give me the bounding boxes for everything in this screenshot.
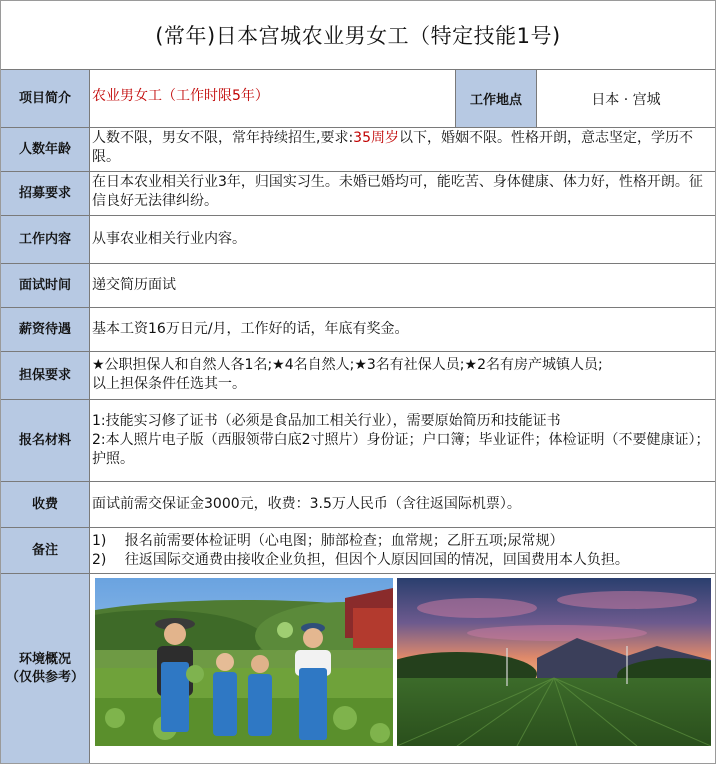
value-guarantee: [92, 352, 711, 399]
label-recruit: 招募要求: [1, 172, 90, 215]
label-project: 项目简介: [1, 70, 90, 127]
row-project: [1, 69, 715, 127]
value-fee: 面试前需交保证金3000元，收费：3.5万人民币（含往返国际机票）。: [92, 496, 521, 512]
row-guarantee: [1, 351, 715, 399]
value-project: [92, 70, 453, 127]
farm-workers-photo: [95, 578, 393, 746]
label-interview: 面试时间: [1, 264, 90, 307]
row-notes: [1, 527, 715, 573]
label-notes: 备注: [1, 528, 90, 573]
environment-photos: [95, 578, 711, 746]
people-age-text-before: 人数不限，男女不限，常年持续招生,要求:: [92, 130, 354, 146]
row-recruit: [1, 171, 715, 215]
label-location: 工作地点: [455, 70, 537, 127]
value-recruit: 在日本农业相关行业3年，归国实习生。未婚已婚均可，能吃苦、身体健康、体力好，性格开朗。征信良好无法律纠纷。: [92, 174, 703, 209]
materials-line-1: 1:技能实习修了证书（必须是食品加工相关行业），需要原始简历和技能证书: [92, 413, 561, 429]
project-title: 农业男女工（工作时限5年）: [92, 88, 269, 104]
guarantee-line-1: ★公职担保人和自然人各1名;★4名自然人;★3名有社保人员;★2名有房产城镇人员;: [92, 357, 603, 373]
value-location: 日本 · 宫城: [591, 91, 661, 108]
row-salary: [1, 307, 715, 351]
guarantee-line-2: 以上担保条件任选其一。: [92, 376, 246, 392]
value-salary: 基本工资16万日元/月，工作好的话，年底有奖金。: [92, 321, 409, 337]
row-interview: [1, 263, 715, 307]
value-notes: [92, 528, 711, 573]
label-work: 工作内容: [1, 216, 90, 263]
label-salary: 薪资待遇: [1, 308, 90, 351]
environment-label-2: （仅供参考）: [5, 669, 84, 685]
notes-line-1: 1) 报名前需要体检证明（心电图；肺部检查；血常规；乙肝五项;尿常规）: [92, 532, 564, 549]
row-fee: [1, 481, 715, 527]
label-environment: [1, 574, 90, 763]
label-materials: 报名材料: [1, 400, 90, 481]
row-work: [1, 215, 715, 263]
row-people-age: [1, 127, 715, 171]
page-title: (常年)日本宫城农业男女工（特定技能1号): [155, 24, 561, 48]
rice-field-photo: [397, 578, 711, 746]
value-materials: [92, 400, 711, 481]
row-materials: [1, 399, 715, 481]
value-work: 从事农业相关行业内容。: [92, 231, 246, 247]
value-people-age: [92, 128, 711, 171]
age-highlight: 35周岁: [353, 130, 399, 146]
environment-label-1: 环境概况: [18, 651, 71, 667]
notes-line-2: 2) 往返国际交通费由接收企业负担，但因个人原因回国的情况，回国费用本人负担。: [92, 551, 629, 568]
value-interview: 递交简历面试: [92, 277, 176, 293]
people-age-text-after: 以下，婚姻不限。性格开朗，意志坚定，学历不限。: [92, 130, 693, 165]
label-people-age: 人数年龄: [1, 128, 90, 171]
label-guarantee: 担保要求: [1, 352, 90, 399]
row-environment: [1, 573, 715, 763]
label-fee: 收费: [1, 482, 90, 527]
materials-line-2: 2:本人照片电子版（西服领带白底2寸照片）身份证；户口簿；毕业证件；体检证明（不要健康证）；护照。: [92, 432, 710, 467]
